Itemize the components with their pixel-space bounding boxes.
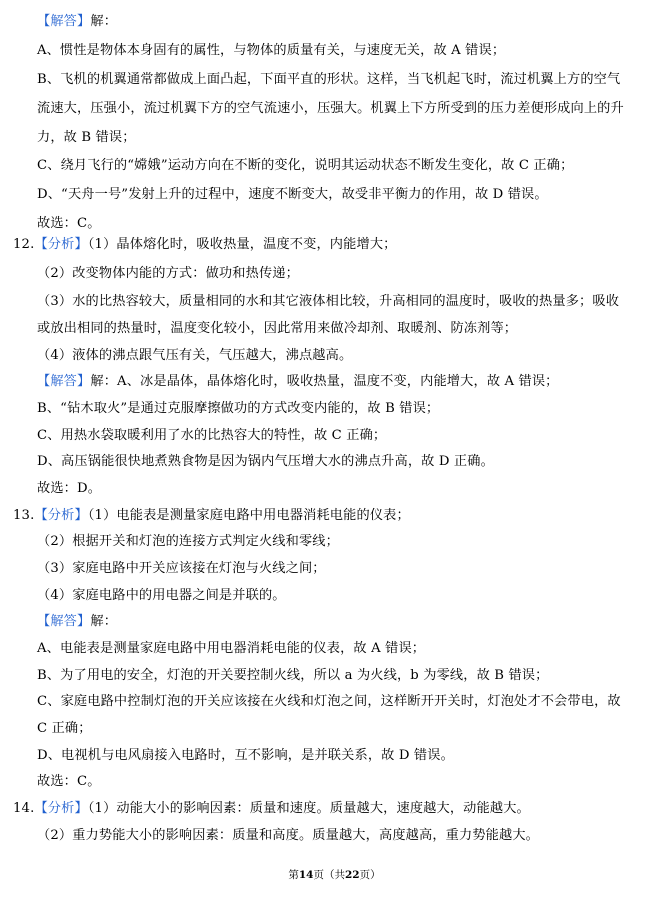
- q11-option-c: C、绕月飞行的“嫦娥”运动方向在不断的变化，说明其运动状态不断发生变化，故 C 正确；: [37, 158, 574, 173]
- total-pages-number: 22: [345, 869, 360, 881]
- answer-tag: 【解答】: [37, 14, 91, 29]
- q13-analysis-header: [13, 507, 410, 525]
- footer-middle: 页（共: [313, 869, 345, 881]
- answer-tag: 【解答】: [37, 614, 91, 629]
- q13-option-c-line1: C、家庭电路中控制灯泡的开关应该接在火线和灯泡之间，这样断开开关时，灯泡处才不会带电，故: [37, 694, 621, 709]
- line-text: 解：: [90, 14, 118, 29]
- q13-analysis-2: （2）根据开关和灯泡的连接方式判定火线和零线；: [37, 534, 339, 549]
- q12-answer-a: [37, 373, 559, 391]
- page-footer: [0, 868, 669, 882]
- q12-analysis-3-line2: 或放出相同的热量时，温度变化较小，因此常用来做冷却剂、取暖剂、防冻剂等；: [37, 321, 518, 336]
- line-text: 解：A、冰是晶体，晶体熔化时，吸收热量，温度不变，内能增大，故 A 错误；: [90, 374, 559, 389]
- q13-option-a: A、电能表是测量家庭电路中用电器消耗电能的仪表，故 A 错误；: [37, 641, 426, 656]
- q11-option-b-line3: 力，故 B 错误；: [37, 130, 136, 145]
- answer-tag: 【解答】: [37, 374, 91, 389]
- line-text: 解：: [90, 614, 118, 629]
- q12-choice: 故选：D。: [37, 481, 102, 496]
- q11-choice: 故选：C。: [37, 216, 101, 231]
- q14-analysis-header: [13, 800, 530, 818]
- line-text: （1）晶体熔化时，吸收热量，温度不变，内能增大；: [87, 237, 397, 252]
- q12-option-b: B、“钻木取火”是通过克服摩擦做功的方式改变内能的，故 B 错误；: [37, 401, 440, 416]
- q13-option-b: B、为了用电的安全，灯泡的开关要控制火线，所以 a 为火线，b 为零线，故 B 错误；: [37, 668, 549, 683]
- analysis-tag: 【分析】: [34, 801, 88, 816]
- q13-analysis-3: （3）家庭电路中开关应该接在灯泡与火线之间；: [37, 561, 326, 576]
- q12-option-c: C、用热水袋取暖利用了水的比热容大的特性，故 C 正确；: [37, 428, 387, 443]
- question-number: 12.: [13, 237, 35, 252]
- analysis-tag: 【分析】: [34, 508, 88, 523]
- question-number: 14.: [13, 801, 35, 816]
- q12-analysis-2: （2）改变物体内能的方式：做功和热传递；: [37, 266, 299, 281]
- q11-option-b-line2: 流速大，压强小，流过机翼下方的空气流速小，压强大。机翼上下方所受到的压力差便形成向上的升: [37, 101, 624, 116]
- q13-option-c-line2: C 正确；: [37, 721, 92, 736]
- current-page-number: 14: [298, 869, 314, 881]
- q11-option-b-line1: B、飞机的机翼通常都做成上面凸起，下面平直的形状。这样，当飞机起飞时，流过机翼上方的空气: [37, 72, 621, 87]
- q12-analysis-3-line1: （3）水的比热容较大，质量相同的水和其它液体相比较，升高相同的温度时，吸收的热量多；吸收: [37, 294, 620, 309]
- footer-prefix: 第: [288, 869, 299, 881]
- q11-option-d: D、“天舟一号”发射上升的过程中，速度不断变大，故受非平衡力的作用，故 D 错误。: [37, 187, 548, 202]
- q13-answer-header: [37, 613, 117, 631]
- footer-suffix: 页）: [359, 869, 381, 881]
- q13-choice: 故选：C。: [37, 774, 101, 789]
- question-number: 13.: [13, 508, 35, 523]
- q11-answer-header: [37, 13, 117, 31]
- q12-analysis-4: （4）液体的沸点跟气压有关，气压越大，沸点越高。: [37, 348, 353, 363]
- q12-analysis-header: [13, 236, 397, 254]
- q12-option-d: D、高压锅能很快地煮熟食物是因为锅内气压增大水的沸点升高，故 D 正确。: [37, 454, 494, 469]
- line-text: （1）动能大小的影响因素：质量和速度。质量越大，速度越大，动能越大。: [87, 801, 530, 816]
- q13-option-d: D、电视机与电风扇接入电路时，互不影响，是并联关系，故 D 错误。: [37, 748, 454, 763]
- analysis-tag: 【分析】: [34, 237, 88, 252]
- q14-analysis-2: （2）重力势能大小的影响因素：质量和高度。质量越大，高度越高，重力势能越大。: [37, 828, 540, 843]
- q11-option-a: A、惯性是物体本身固有的属性，与物体的质量有关，与速度无关，故 A 错误；: [37, 43, 506, 58]
- line-text: （1）电能表是测量家庭电路中用电器消耗电能的仪表；: [87, 508, 410, 523]
- q13-analysis-4: （4）家庭电路中的用电器之间是并联的。: [37, 588, 286, 603]
